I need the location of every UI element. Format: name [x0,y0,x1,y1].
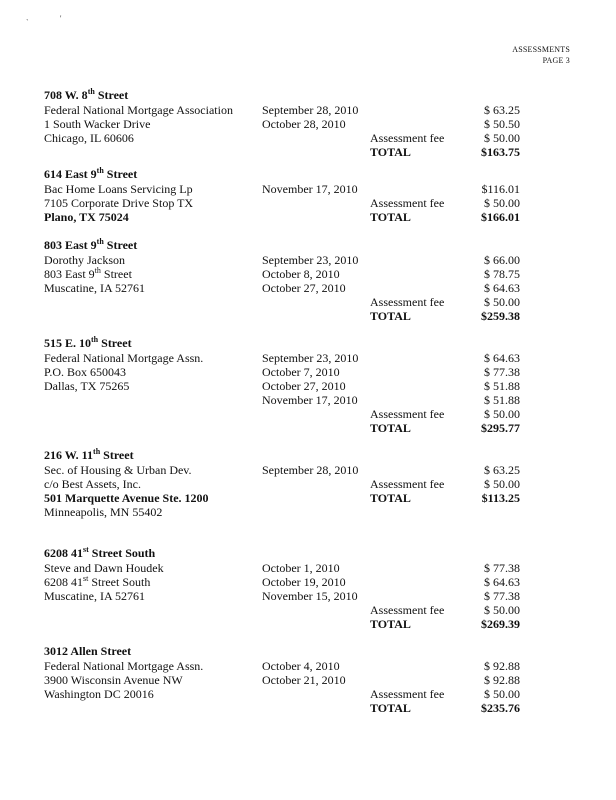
amount-cell: $ 64.63 [484,281,520,295]
owner-address-cell: Sec. of Housing & Urban Dev. [44,463,192,477]
table-row [44,210,544,224]
table-row [44,253,544,267]
owner-address-cell: Plano, TX 75024 [44,210,129,224]
amount-cell: $295.77 [481,421,520,435]
owner-address-cell: Muscatine, IA 52761 [44,589,145,603]
heading-text: 515 E. 10 [44,336,92,350]
label-cell: Assessment fee [370,477,445,491]
property-address-heading [44,546,544,561]
heading-text: Street [100,448,134,462]
owner-address-cell: Minneapolis, MN 55402 [44,505,163,519]
table-row [44,407,544,421]
amount-cell: $ 77.38 [484,561,520,575]
amount-cell: $ 63.25 [484,103,520,117]
amount-cell: $ 50.00 [484,407,520,421]
table-row [44,309,544,323]
cell-text: 803 East 9 [44,267,95,281]
heading-text: 614 East 9 [44,167,97,181]
table-row [44,131,544,145]
table-row [44,295,544,309]
table-row [44,561,544,575]
heading-text: 708 W. 8 [44,88,88,102]
heading-text: th [87,87,95,96]
table-row [44,182,544,196]
table-row [44,267,544,281]
amount-cell: $113.25 [481,491,520,505]
table-row [44,196,544,210]
heading-text: th [91,335,99,344]
amount-cell: $ 64.63 [484,351,520,365]
table-row [44,281,544,295]
table-row [44,117,544,131]
table-row [44,463,544,477]
label-cell: TOTAL [370,701,411,715]
date-cell: October 7, 2010 [262,365,340,379]
amount-cell: $ 50.00 [484,295,520,309]
owner-address-cell: 501 Marquette Avenue Ste. 1200 [44,491,209,505]
scan-speck: ` [26,18,29,27]
table-row [44,575,544,589]
amount-cell: $ 51.88 [484,393,520,407]
date-cell: October 27, 2010 [262,281,346,295]
amount-cell: $ 92.88 [484,673,520,687]
amount-cell: $ 50.00 [484,687,520,701]
table-row [44,589,544,603]
date-cell: October 8, 2010 [262,267,340,281]
amount-cell: $ 66.00 [484,253,520,267]
amount-cell: $269.39 [481,617,520,631]
owner-address-cell: Chicago, IL 60606 [44,131,134,145]
owner-address-cell: P.O. Box 650043 [44,365,127,379]
table-row [44,659,544,673]
property-address-heading [44,448,544,463]
label-cell: TOTAL [370,421,411,435]
amount-cell: $ 50.00 [484,603,520,617]
amount-cell: $ 78.75 [484,267,520,281]
property-address-heading [44,238,544,253]
heading-text: th [93,447,101,456]
label-cell: TOTAL [370,617,411,631]
owner-address-cell [44,575,150,589]
property-block [44,238,544,323]
heading-text: 803 East 9 [44,238,97,252]
date-cell: October 27, 2010 [262,379,346,393]
table-row [44,491,544,505]
property-address-heading [44,88,544,103]
heading-text: Street [103,167,138,181]
amount-cell: $163.75 [481,145,520,159]
label-cell: TOTAL [370,145,411,159]
owner-address-cell: Muscatine, IA 52761 [44,281,145,295]
heading-text: 216 W. 11 [44,448,94,462]
property-address-heading [44,167,544,182]
owner-address-cell: Steve and Dawn Houdek [44,561,164,575]
amount-cell: $116.01 [481,182,520,196]
date-cell: October 28, 2010 [262,117,346,131]
table-row [44,701,544,715]
table-row [44,351,544,365]
owner-address-cell: Federal National Mortgage Assn. [44,351,204,365]
date-cell: September 23, 2010 [262,253,359,267]
amount-cell: $ 63.25 [484,463,520,477]
amount-cell: $235.76 [481,701,520,715]
table-row [44,673,544,687]
table-row [44,603,544,617]
table-row [44,687,544,701]
table-row [44,379,544,393]
owner-address-cell: Dallas, TX 75265 [44,379,130,393]
property-block [44,644,544,715]
owner-address-cell: Federal National Mortgage Assn. [44,659,204,673]
amount-cell: $ 77.38 [484,365,520,379]
label-cell: Assessment fee [370,603,445,617]
heading-text: st [83,545,89,554]
owner-address-cell: Federal National Mortgage Association [44,103,233,117]
amount-cell: $ 50.00 [484,196,520,210]
label-cell: Assessment fee [370,196,445,210]
property-address-heading [44,644,544,659]
page-header [512,44,570,66]
cell-text: Street [100,267,132,281]
owner-address-cell: 7105 Corporate Drive Stop TX [44,196,194,210]
label-cell: TOTAL [370,491,411,505]
amount-cell: $ 77.38 [484,589,520,603]
date-cell: November 17, 2010 [262,393,358,407]
amount-cell: $ 64.63 [484,575,520,589]
date-cell: October 19, 2010 [262,575,346,589]
heading-text: Street [98,336,132,350]
table-row [44,505,544,519]
owner-address-cell: 3900 Wisconsin Avenue NW [44,673,183,687]
label-cell: TOTAL [370,210,411,224]
date-cell: September 28, 2010 [262,103,359,117]
date-cell: September 28, 2010 [262,463,359,477]
date-cell: October 4, 2010 [262,659,340,673]
cell-text: th [94,266,101,275]
amount-cell: $ 50.00 [484,131,520,145]
header-title: ASSESSMENTS [512,45,570,54]
property-block [44,448,544,519]
table-row [44,477,544,491]
label-cell: Assessment fee [370,687,445,701]
property-block [44,167,544,224]
date-cell: November 15, 2010 [262,589,358,603]
heading-text: th [96,166,104,175]
cell-text: st [83,574,89,583]
owner-address-cell: Washington DC 20016 [44,687,154,701]
label-cell: Assessment fee [370,131,445,145]
date-cell: October 21, 2010 [262,673,346,687]
label-cell: TOTAL [370,309,411,323]
amount-cell: $259.38 [481,309,520,323]
heading-text: Street [103,238,138,252]
amount-cell: $ 51.88 [484,379,520,393]
amount-cell: $ 50.00 [484,477,520,491]
date-cell: September 23, 2010 [262,351,359,365]
heading-text: 6208 41 [44,546,83,560]
property-block [44,88,544,159]
header-page-number: PAGE 3 [542,56,570,65]
property-block [44,336,544,435]
owner-address-cell: 1 South Wacker Drive [44,117,151,131]
heading-text: th [96,237,104,246]
owner-address-cell: c/o Best Assets, Inc. [44,477,141,491]
heading-text: 3012 Allen Street [44,644,132,658]
table-row [44,421,544,435]
scan-speck: ' [60,14,62,23]
table-row [44,393,544,407]
table-row [44,617,544,631]
owner-address-cell: Dorothy Jackson [44,253,125,267]
property-block [44,546,544,631]
owner-address-cell: Bac Home Loans Servicing Lp [44,182,193,196]
property-address-heading [44,336,544,351]
amount-cell: $ 92.88 [484,659,520,673]
heading-text: Street South [88,546,156,560]
cell-text: 6208 41 [44,575,83,589]
table-row [44,365,544,379]
date-cell: November 17, 2010 [262,182,358,196]
heading-text: Street [94,88,129,102]
date-cell: October 1, 2010 [262,561,340,575]
amount-cell: $ 50.50 [484,117,520,131]
cell-text: Street South [88,575,151,589]
owner-address-cell [44,267,132,281]
amount-cell: $166.01 [481,210,520,224]
label-cell: Assessment fee [370,295,445,309]
table-row [44,145,544,159]
table-row [44,103,544,117]
label-cell: Assessment fee [370,407,445,421]
